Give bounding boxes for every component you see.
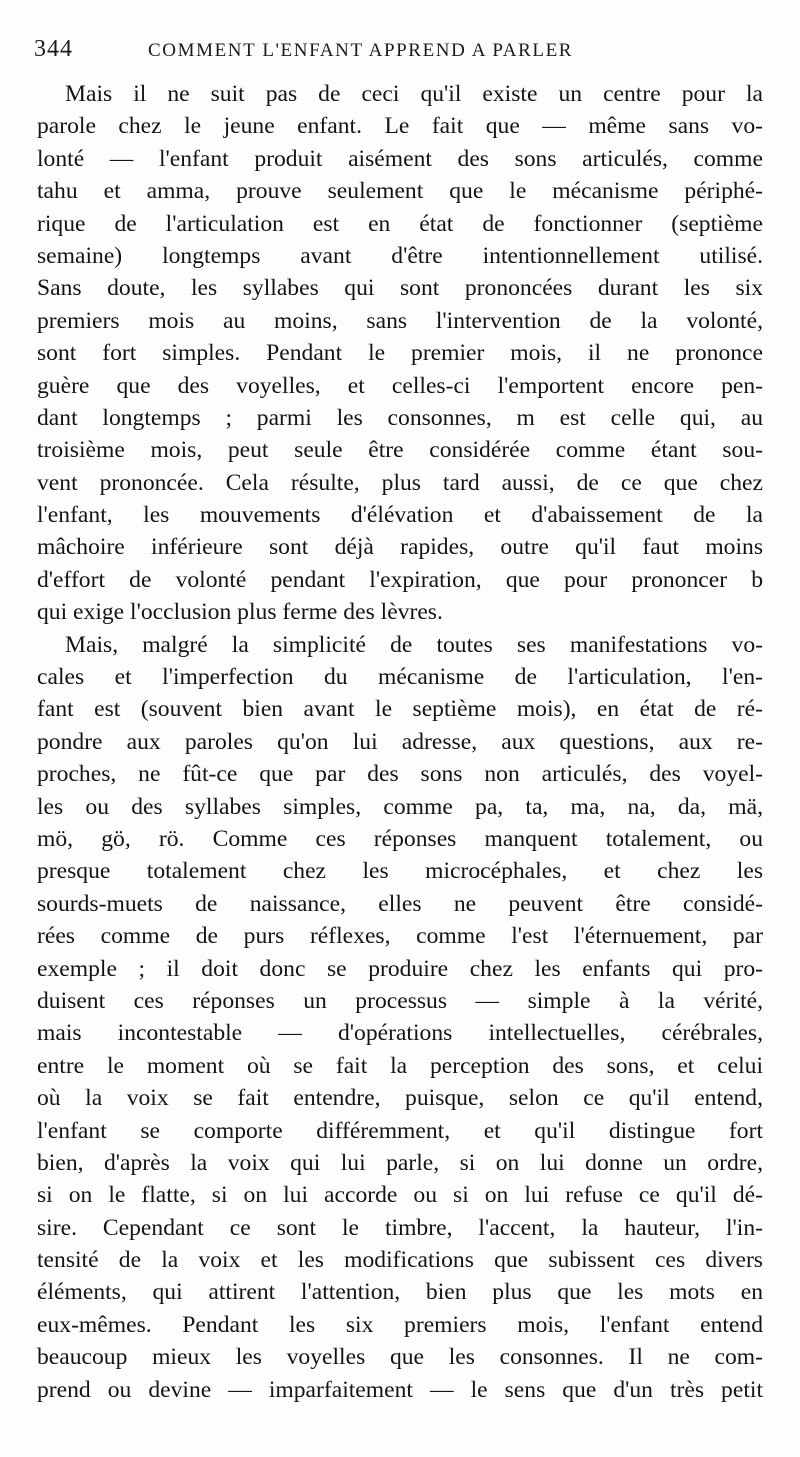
- text-line: entre le moment où se fait la perception des sons, et celui: [37, 1052, 763, 1079]
- text-line: éléments, qui attirent l'attention, bien plus que les mots en: [37, 1279, 763, 1306]
- text-line: guère que des voyelles, et celles-ci l'emportent encore pen-: [37, 372, 763, 399]
- text-line: si on le flatte, si on lui accorde ou si on lui refuse ce qu'il dé-: [37, 1182, 763, 1209]
- text-line: l'enfant, les mouvements d'élévation et d'abaissement de la: [37, 502, 763, 529]
- text-line: d'effort de volonté pendant l'expiration, que pour prononcer b: [37, 566, 763, 593]
- text-line: eux-mêmes. Pendant les six premiers mois, l'enfant entend: [37, 1311, 763, 1338]
- running-head: [34, 36, 754, 70]
- text-line: cales et l'imperfection du mécanisme de l'articulation, l'en-: [37, 664, 763, 691]
- text-line: premiers mois au moins, sans l'intervention de la volonté,: [37, 307, 763, 334]
- text-line: sont fort simples. Pendant le premier mois, il ne prononce: [37, 340, 763, 367]
- text-line: mâchoire inférieure sont déjà rapides, outre qu'il faut moins: [37, 534, 763, 561]
- text-line: bien, d'après la voix qui lui parle, si on lui donne un ordre,: [37, 1149, 763, 1176]
- text-line: rique de l'articulation est en état de fonctionner (septième: [37, 210, 763, 237]
- text-line: prend ou devine — imparfaitement — le sens que d'un très petit: [37, 1376, 763, 1403]
- text-line: tensité de la voix et les modifications que subissent ces divers: [37, 1247, 763, 1274]
- text-line: l'enfant se comporte différemment, et qu'il distingue fort: [37, 1117, 763, 1144]
- text-line: presque totalement chez les microcéphales, et chez les: [37, 858, 763, 885]
- running-title: COMMENT L'ENFANT APPREND A PARLER: [148, 40, 574, 61]
- text-line: mö, gö, rö. Comme ces réponses manquent totalement, ou: [37, 825, 763, 852]
- text-line: mais incontestable — d'opérations intellectuelles, cérébrales,: [37, 1020, 763, 1047]
- body-text: [37, 78, 763, 1406]
- text-line: vent prononcée. Cela résulte, plus tard aussi, de ce que chez: [37, 469, 763, 496]
- text-line: lonté — l'enfant produit aisément des sons articulés, comme: [37, 145, 763, 172]
- text-line: parole chez le jeune enfant. Le fait que — même sans vo-: [37, 113, 763, 140]
- text-line: beaucoup mieux les voyelles que les consonnes. Il ne com-: [37, 1344, 763, 1371]
- text-line: tahu et amma, prouve seulement que le mécanisme périphé-: [37, 178, 763, 205]
- text-line: troisième mois, peut seule être considérée comme étant sou-: [37, 437, 763, 464]
- text-line-paragraph-1-start: Mais il ne suit pas de ceci qu'il existe un centre pour la: [65, 81, 763, 107]
- text-line: sourds-muets de naissance, elles ne peuvent être considé-: [37, 890, 763, 917]
- text-line: rées comme de purs réflexes, comme l'est l'éternuement, par: [37, 923, 763, 950]
- text-line: pondre aux paroles qu'on lui adresse, aux questions, aux re-: [37, 728, 763, 755]
- text-line-paragraph-1-end: qui exige l'occlusion plus ferme des lèvres.: [37, 599, 443, 626]
- text-line-paragraph-2-start: Mais, malgré la simplicité de toutes ses manifestations vo-: [65, 631, 763, 658]
- text-line: les ou des syllabes simples, comme pa, ta, ma, na, da, mä,: [37, 793, 763, 820]
- text-line: proches, ne fût-ce que par des sons non articulés, des voyel-: [37, 761, 763, 788]
- text-line: où la voix se fait entendre, puisque, selon ce qu'il entend,: [37, 1085, 763, 1112]
- text-line: fant est (souvent bien avant le septième mois), en état de ré-: [37, 696, 763, 723]
- text-line: exemple ; il doit donc se produire chez les enfants qui pro-: [37, 955, 763, 982]
- text-line: sire. Cependant ce sont le timbre, l'accent, la hauteur, l'in-: [37, 1214, 763, 1241]
- text-line: dant longtemps ; parmi les consonnes, m est celle qui, au: [37, 404, 763, 431]
- text-line: semaine) longtemps avant d'être intentionnellement utilisé.: [37, 242, 763, 269]
- text-line: duisent ces réponses un processus — simple à la vérité,: [37, 987, 763, 1014]
- page-number: 344: [34, 36, 73, 62]
- text-line: Sans doute, les syllabes qui sont prononcées durant les six: [37, 275, 763, 302]
